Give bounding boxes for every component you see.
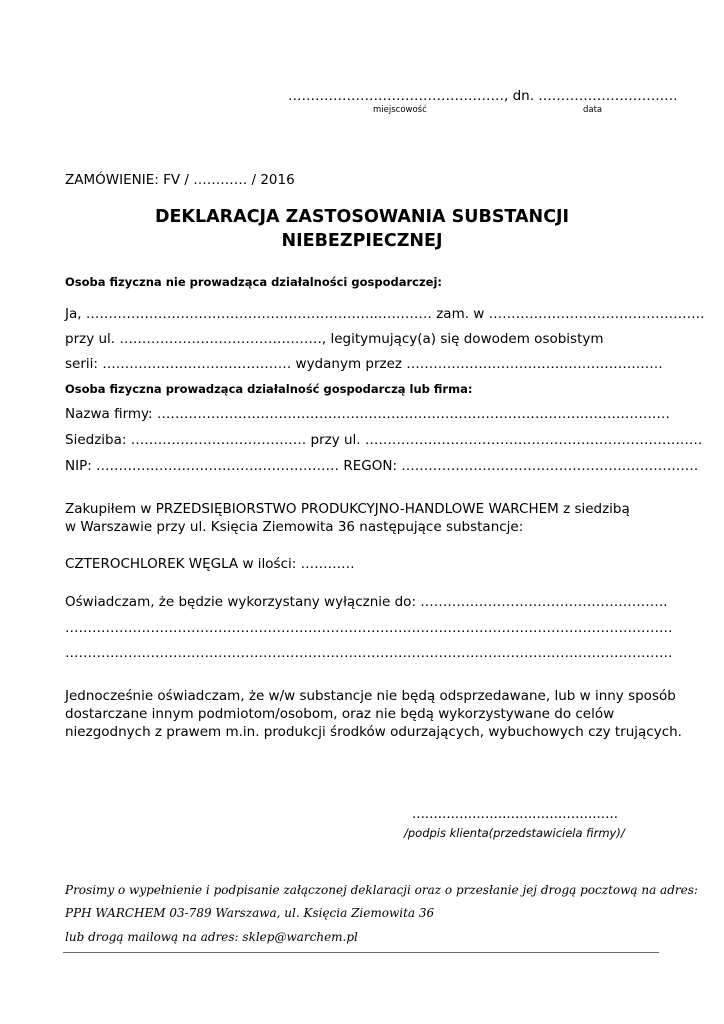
usage-line-2: ………………………………………………………………………………………………………………………: [65, 620, 673, 636]
usage-line-1: Oświadczam, że będzie wykorzystany wyłącznie do: ……………………………………………….: [65, 594, 668, 610]
purchase-paragraph: [65, 500, 630, 536]
private-person-heading: Osoba fizyczna nie prowadząca działalności gospodarczej:: [65, 275, 442, 289]
place-date-line: …………………………………………, dn. ……………………….…: [288, 88, 678, 104]
company-seat-line: Siedziba: ………………………………… przy ul. …………………………………………………………………: [65, 432, 703, 448]
footer-divider: [63, 952, 659, 953]
document-title: [0, 205, 724, 253]
statement-line-2: dostarczane innym podmiotom/osobom, oraz nie będą wykorzystywane do celów: [65, 706, 615, 722]
date-caption: data: [583, 105, 603, 115]
private-street-id-line: przy ul. ………………………………………, legitymujący(a) się dowodem osobistym: [65, 331, 604, 347]
statement-paragraph: [65, 687, 682, 741]
order-line: ZAMÓWIENIE: FV / ………… / 2016: [65, 172, 295, 188]
private-id-series-line: serii: …………………………………… wydanym przez …………………………………………………: [65, 356, 663, 372]
purchase-line-1: Zakupiłem w PRZEDSIĘBIORSTWO PRODUKCYJNO-HANDLOWE WARCHEM z siedzibą: [65, 501, 630, 517]
statement-line-1: Jednocześnie oświadczam, że w/w substancje nie będą odsprzedawane, lub w inny sposób: [65, 688, 676, 704]
footer-email-line: lub drogą mailową na adres: sklep@warchem.pl: [65, 930, 358, 944]
signature-line: ................................................: [412, 806, 618, 822]
usage-line-3: ………………………………………………………………………………………………………………………: [65, 645, 673, 661]
place-caption: miejscowość: [373, 105, 427, 115]
private-name-address-line: Ja, ………………………………………………………..………… zam. w …………………………………………: [65, 306, 705, 322]
substance-quantity-line: CZTEROCHLOREK WĘGLA w ilości: …………: [65, 556, 355, 572]
signature-caption: /podpis klienta(przedstawiciela firmy)/: [404, 826, 625, 840]
footer-instructions: Prosimy o wypełnienie i podpisanie załączonej deklaracji oraz o przesłanie jej drogą pocztową na adres:: [65, 883, 698, 897]
company-name-line: Nazwa firmy: ……………………………………………………………………………………………………: [65, 406, 670, 422]
footer-postal-address: PPH WARCHEM 03-789 Warszawa, ul. Księcia Ziemowita 36: [65, 906, 435, 920]
purchase-line-2: w Warszawie przy ul. Księcia Ziemowita 36 następujące substancje:: [65, 519, 524, 535]
business-heading: Osoba fizyczna prowadząca działalność gospodarczą lub firma:: [65, 382, 473, 396]
nip-regon-line: NIP: ……………………………………………… REGON: …………………………………………………………: [65, 458, 699, 474]
title-line-1: DEKLARACJA ZASTOSOWANIA SUBSTANCJI: [154, 207, 570, 227]
title-line-2: NIEBEZPIECZNEJ: [281, 231, 443, 251]
statement-line-3: niezgodnych z prawem m.in. produkcji środków odurzających, wybuchowych czy trujących.: [65, 724, 682, 740]
